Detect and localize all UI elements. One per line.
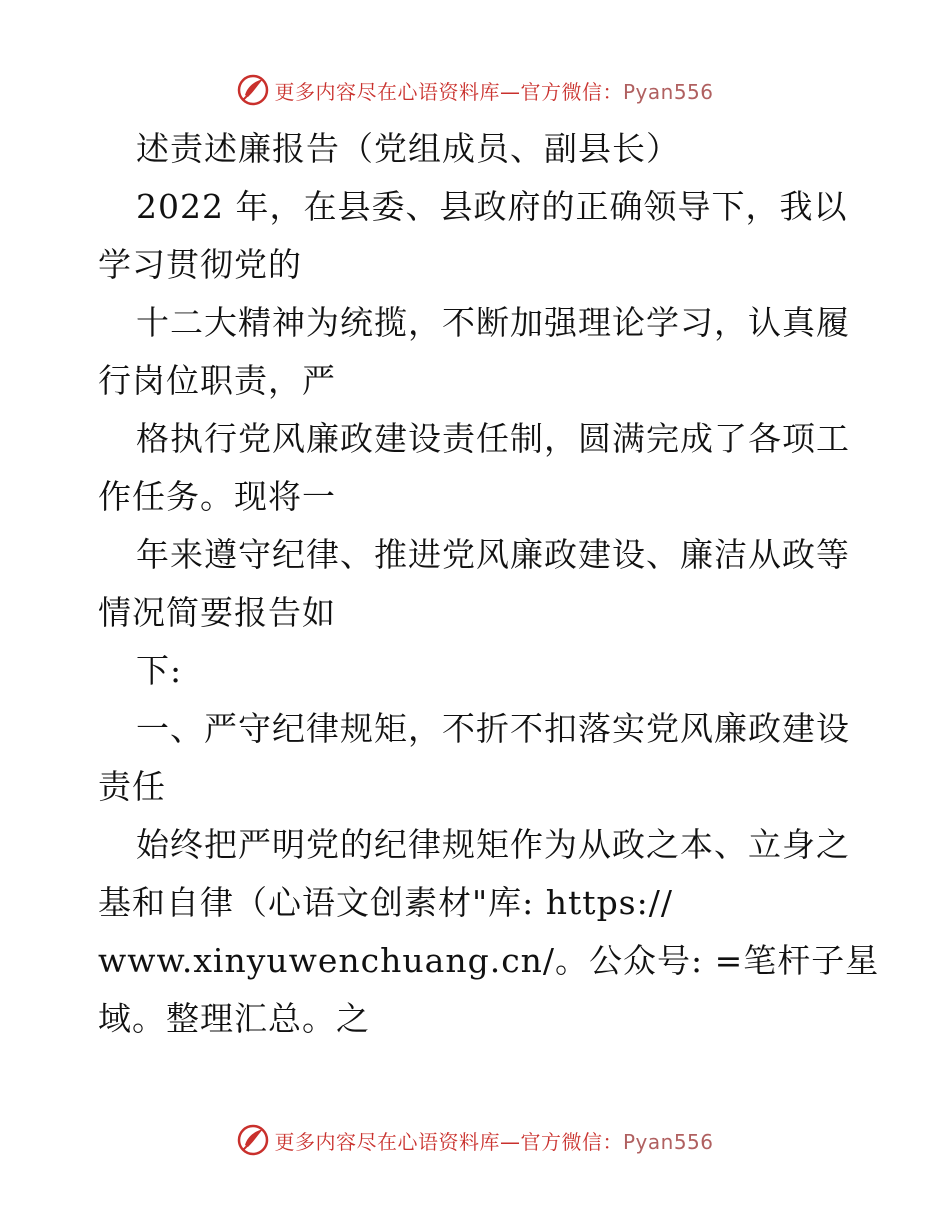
text-line: 年来遵守纪律、推进党风廉政建设、廉洁从政等 bbox=[136, 535, 850, 574]
banner-label: 更多内容尽在心语资料库—官方微信： bbox=[274, 79, 623, 104]
pen-logo-icon bbox=[236, 1123, 270, 1157]
text-line: 一、严守纪律规矩，不折不扣落实党风廉政建设 bbox=[136, 709, 850, 748]
text-line: 2022 年，在县委、县政府的正确领导下，我以 bbox=[136, 187, 848, 226]
footer-watermark-banner bbox=[0, 1120, 950, 1160]
text-line: www.xinyuwenchuang.cn/。公众号: =笔杆子星 bbox=[98, 941, 880, 980]
text-line: 始终把严明党的纪律规矩作为从政之本、立身之 bbox=[136, 825, 850, 864]
document-body bbox=[98, 120, 880, 1048]
text-line: 作任务。现将一 bbox=[98, 477, 336, 516]
text-line: 格执行党风廉政建设责任制，圆满完成了各项工 bbox=[136, 419, 850, 458]
header-watermark-banner bbox=[0, 70, 950, 110]
text-line: 域。整理汇总。之 bbox=[98, 999, 370, 1038]
pen-logo-icon bbox=[236, 73, 270, 107]
text-line: 下: bbox=[136, 651, 183, 690]
text-line: 责任 bbox=[98, 767, 166, 806]
text-line: 情况简要报告如 bbox=[98, 593, 336, 632]
text-line: 行岗位职责，严 bbox=[98, 361, 336, 400]
text-line: 十二大精神为统揽，不断加强理论学习，认真履 bbox=[136, 303, 850, 342]
banner-wechat-id: Pyan556 bbox=[622, 1129, 714, 1154]
banner-text bbox=[274, 1126, 713, 1155]
banner-text bbox=[274, 76, 713, 105]
banner-wechat-id: Pyan556 bbox=[622, 79, 714, 104]
banner-label: 更多内容尽在心语资料库—官方微信： bbox=[274, 1129, 623, 1154]
text-line: 学习贯彻党的 bbox=[98, 245, 302, 284]
text-line: 基和自律（心语文创素材"库: https:// bbox=[98, 883, 673, 922]
text-line: 述责述廉报告（党组成员、副县长） bbox=[136, 129, 680, 168]
